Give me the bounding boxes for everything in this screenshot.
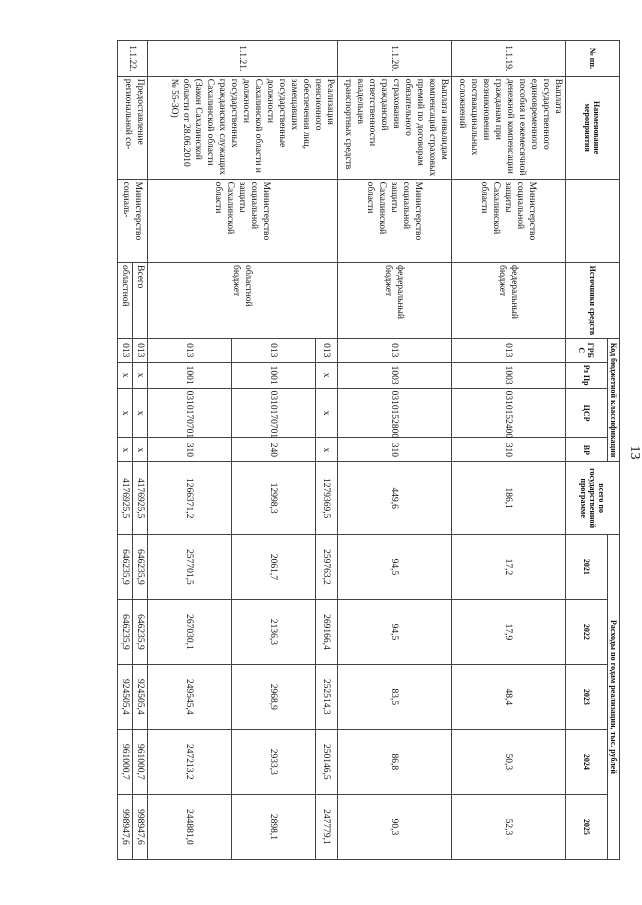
header-budget-code: Код бюджетной классификации (608, 338, 620, 462)
cell-csr: х (316, 388, 338, 438)
cell-rzpr: х (118, 362, 133, 388)
row-num: 1.1.20. (338, 41, 452, 77)
cell-2023: 249545,4 (148, 664, 232, 729)
row-name: Предоставление региональной со- (118, 76, 148, 179)
row-source: федеральный бюджет (338, 263, 452, 339)
header-years: Расходы по годам реализации, тыс. рублей (608, 534, 620, 859)
cell-grbs: 013 (338, 338, 452, 362)
row-name: Реализация пенсионного обеспечения лиц, замещавших государственные должности Сахалинской области и должности государственных гражданских служащих Сахалинской области (Закон Сахалинской области от 28.06.2010 № 55-ЗО) (148, 76, 338, 179)
header-executor (566, 179, 620, 262)
cell-2022: 2136,3 (232, 599, 316, 664)
row-executor: Министерство социальной защиты Сахалинской области (338, 179, 452, 262)
row-source: областной (118, 263, 133, 339)
cell-vr: х (118, 438, 133, 462)
cell-2021: 94,5 (338, 534, 452, 599)
cell-2023: 48,4 (452, 664, 566, 729)
cell-csr: х (133, 388, 148, 438)
cell-grbs: 013 (232, 338, 316, 362)
cell-total: 4176925,5 (133, 462, 148, 535)
row-executor: Министерство социальной защиты Сахалинской области (148, 179, 338, 262)
cell-grbs: 013 (118, 338, 133, 362)
cell-grbs: 013 (452, 338, 566, 362)
header-csr: ЦСР (566, 388, 608, 438)
cell-2025: 52,3 (452, 794, 566, 859)
cell-grbs: 013 (133, 338, 148, 362)
header-2023: 2023 (566, 664, 608, 729)
cell-rzpr: 1001 (148, 362, 232, 388)
cell-grbs: 013 (316, 338, 338, 362)
cell-2023: 2968,9 (232, 664, 316, 729)
cell-rzpr: х (316, 362, 338, 388)
cell-2024: 247213,2 (148, 729, 232, 794)
cell-2022: 646235,9 (133, 599, 148, 664)
cell-rzpr: 1003 (338, 362, 452, 388)
cell-csr: 0310152400 (452, 388, 566, 438)
cell-2025: 90,3 (338, 794, 452, 859)
header-2024: 2024 (566, 729, 608, 794)
cell-2021: 646235,9 (133, 534, 148, 599)
cell-2024: 961000,7 (133, 729, 148, 794)
cell-2021: 2061,7 (232, 534, 316, 599)
cell-2025: 998947,6 (118, 794, 133, 859)
program-expenses-table (117, 40, 620, 860)
cell-vr: х (133, 438, 148, 462)
cell-total: 1266371,2 (148, 462, 232, 535)
cell-2024: 961000,7 (118, 729, 133, 794)
cell-2024: 250146,5 (316, 729, 338, 794)
row-name: Выплата государственного единовременного пособия и ежемесячной денежной компенсации гражданам при возникновении поствакцинальных осложнений (452, 76, 566, 179)
cell-csr: 0310152800 (338, 388, 452, 438)
cell-2023: 83,5 (338, 664, 452, 729)
row-source: областной бюджет (148, 263, 338, 339)
header-2022: 2022 (566, 599, 608, 664)
cell-total: 4176925,5 (118, 462, 133, 535)
cell-2021: 257701,5 (148, 534, 232, 599)
header-2025: 2025 (566, 794, 608, 859)
cell-rzpr: 1001 (232, 362, 316, 388)
page-number: 13 (627, 445, 642, 460)
row-num: 1.1.19. (452, 41, 566, 77)
cell-total: 449,6 (338, 462, 452, 535)
header-grbs: ГРБ С (566, 338, 608, 362)
cell-rzpr: 1003 (452, 362, 566, 388)
row-num: 1.1.22. (118, 41, 148, 77)
header-source: Источники средств (566, 263, 620, 339)
header-total: всего по государственной программе (566, 462, 620, 535)
cell-2022: 17,9 (452, 599, 566, 664)
table-row (133, 41, 148, 860)
cell-2023: 924505,4 (118, 664, 133, 729)
cell-2021: 259763,2 (316, 534, 338, 599)
cell-rzpr: х (133, 362, 148, 388)
table-row (316, 41, 338, 860)
cell-csr: 0310170701 (232, 388, 316, 438)
cell-2022: 94,5 (338, 599, 452, 664)
cell-grbs: 013 (148, 338, 232, 362)
cell-2025: 998947,6 (133, 794, 148, 859)
cell-total: 186,1 (452, 462, 566, 535)
cell-csr: х (118, 388, 133, 438)
cell-2024: 50,3 (452, 729, 566, 794)
cell-2021: 17,2 (452, 534, 566, 599)
row-name: Выплата инвалидам компенсаций страховых премий по договорам обязательного страхования гражданской ответственности владельцев транспортных средств (338, 76, 452, 179)
cell-2024: 86,8 (338, 729, 452, 794)
cell-2022: 269166,4 (316, 599, 338, 664)
header-name: Наименование мероприятия (566, 76, 620, 179)
cell-2022: 646235,9 (118, 599, 133, 664)
cell-2023: 924505,4 (133, 664, 148, 729)
header-2021: 2021 (566, 534, 608, 599)
cell-total: 1279369,5 (316, 462, 338, 535)
cell-csr: 0310170701 (148, 388, 232, 438)
cell-2023: 252514,3 (316, 664, 338, 729)
cell-vr: 240 (232, 438, 316, 462)
row-num: 1.1.21. (148, 41, 338, 77)
header-num: № пп. (566, 41, 620, 77)
cell-total: 12998,3 (232, 462, 316, 535)
cell-2025: 244881,0 (148, 794, 232, 859)
cell-vr: 310 (452, 438, 566, 462)
cell-2021: 646235,9 (118, 534, 133, 599)
row-executor: Министерство социаль- (118, 179, 148, 262)
table-row (338, 41, 452, 860)
header-vr: ВР (566, 438, 608, 462)
row-executor: Министерство социальной защиты Сахалинской области (452, 179, 566, 262)
cell-2022: 267030,1 (148, 599, 232, 664)
cell-2025: 247779,1 (316, 794, 338, 859)
header-rzpr: Рз Пр (566, 362, 608, 388)
cell-2025: 2898,1 (232, 794, 316, 859)
cell-vr: 310 (148, 438, 232, 462)
cell-2024: 2933,3 (232, 729, 316, 794)
cell-vr: 310 (338, 438, 452, 462)
cell-vr: х (316, 438, 338, 462)
row-source: федеральный бюджет (452, 263, 566, 339)
table-row (452, 41, 566, 860)
row-source: Всего (133, 263, 148, 339)
